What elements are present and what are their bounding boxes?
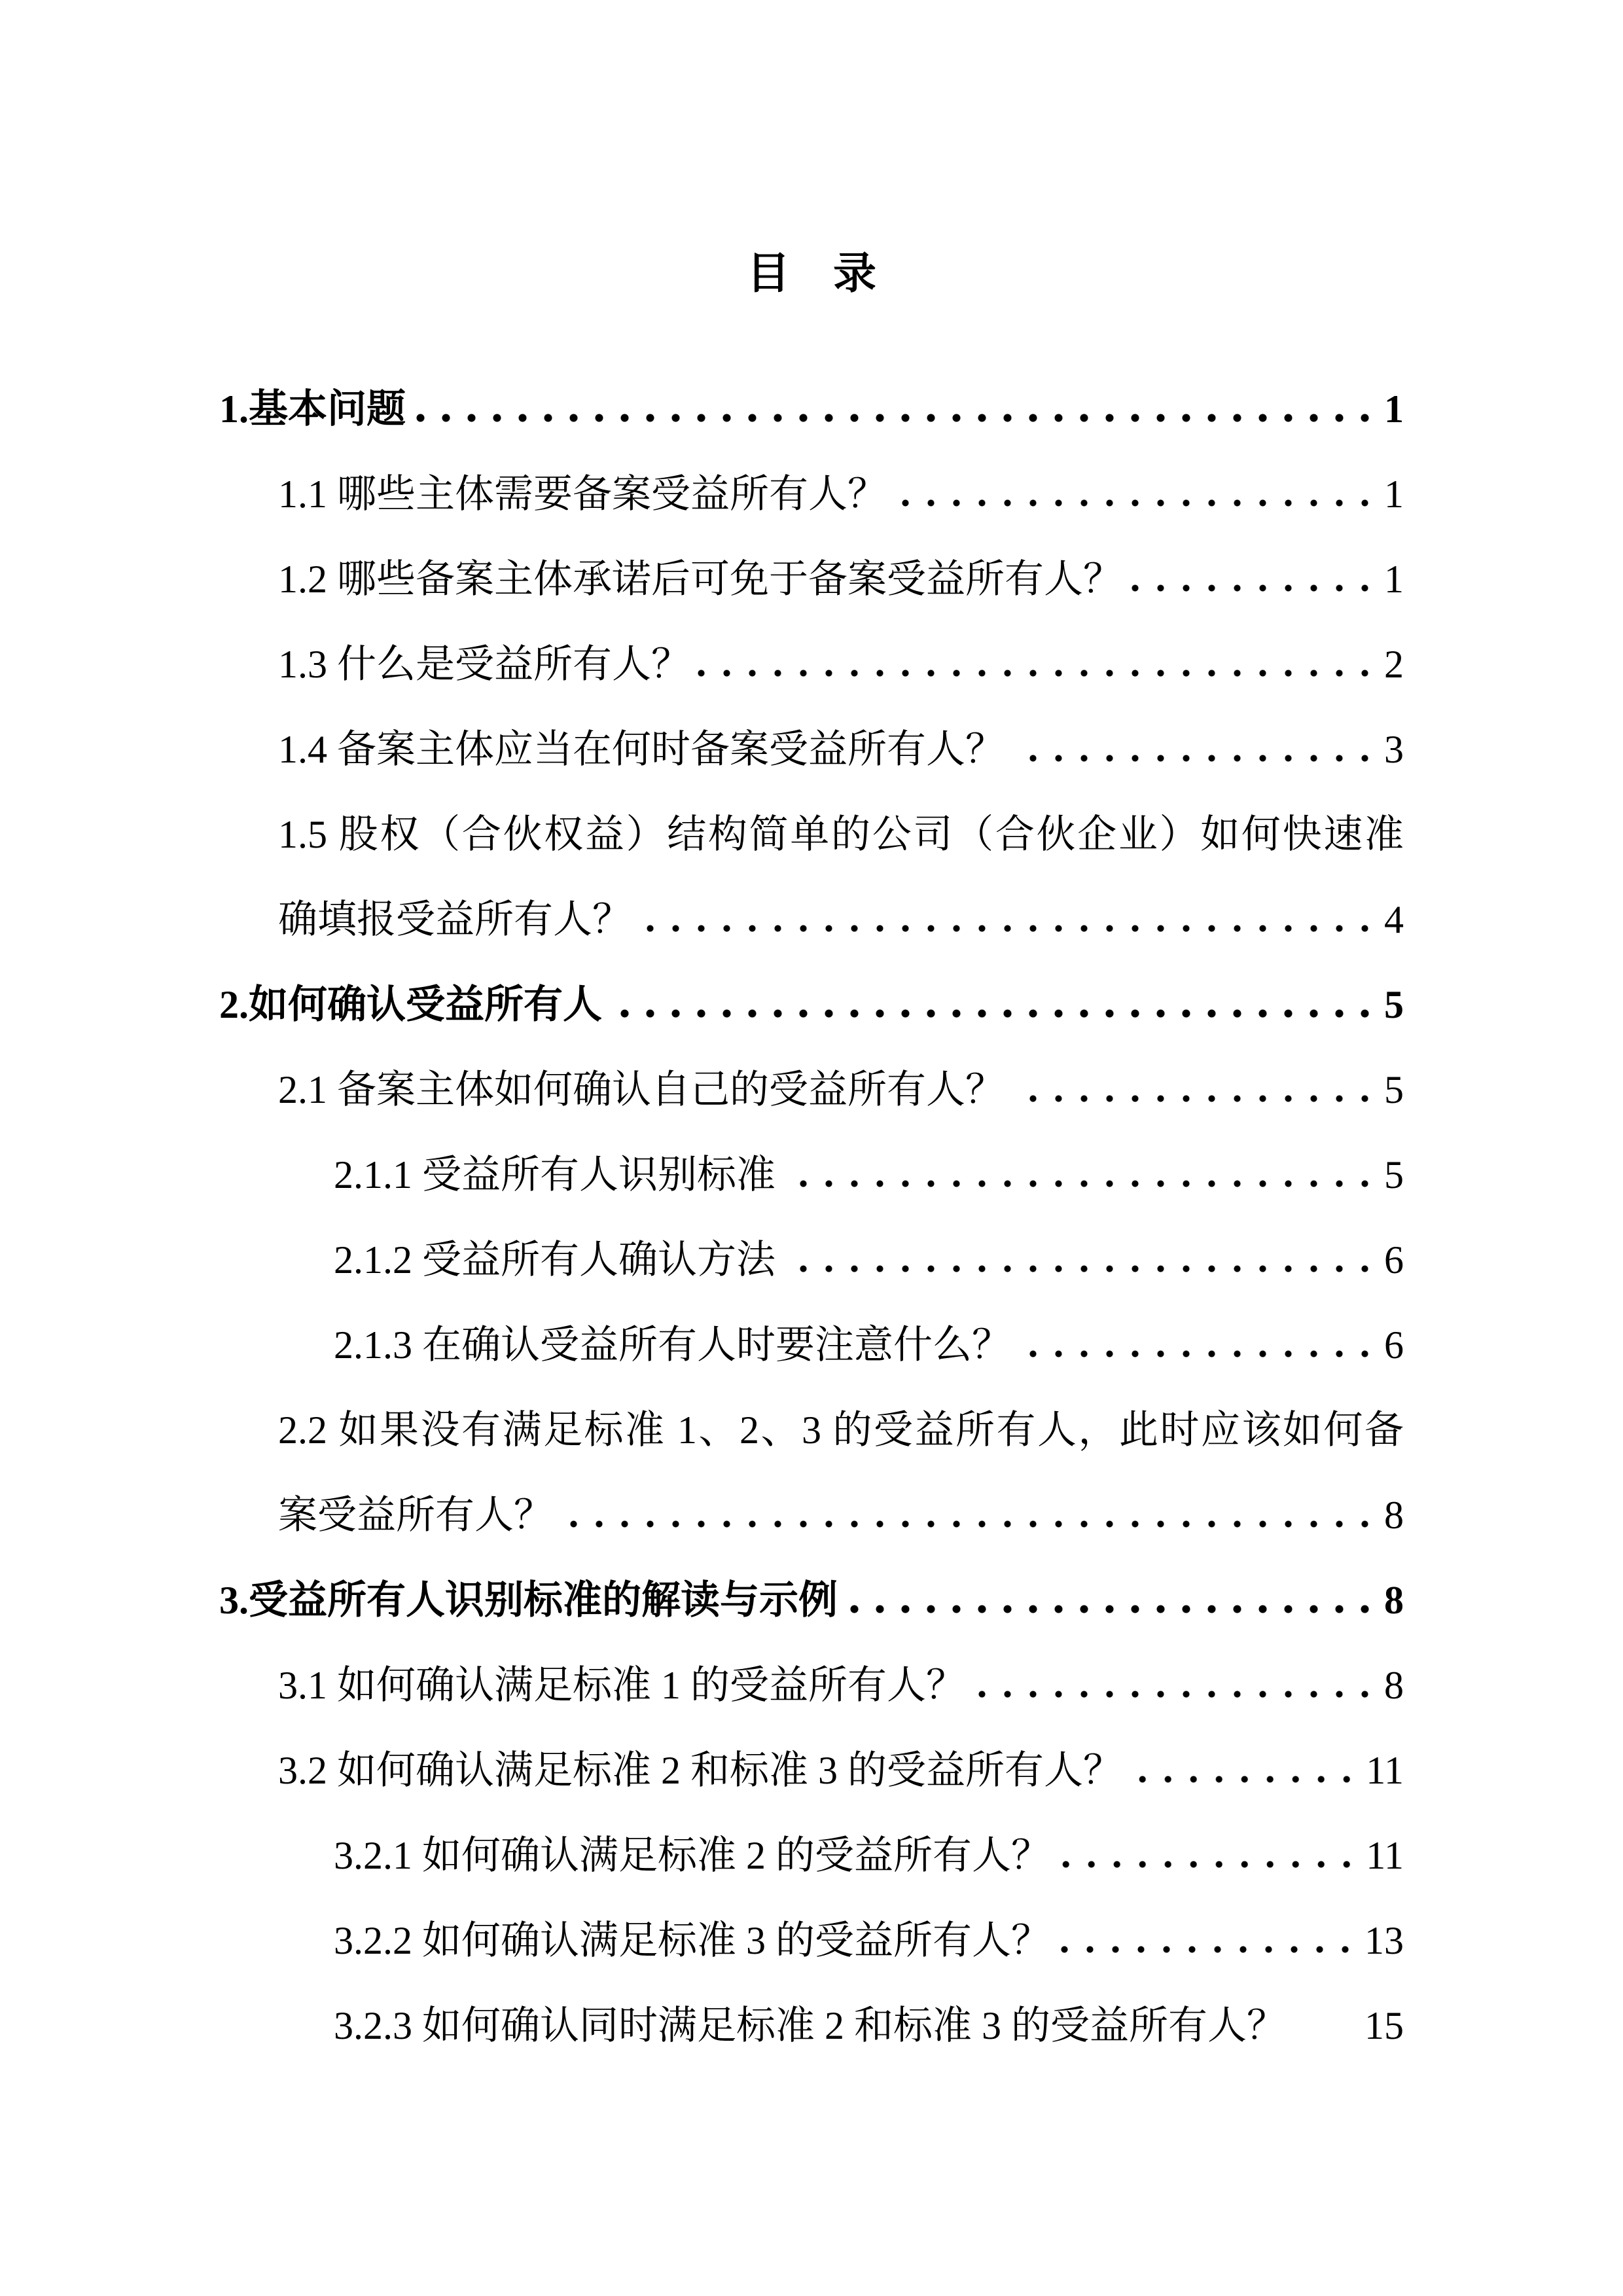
toc-entry-page: 4 bbox=[1384, 898, 1404, 941]
toc-entry-text: 2.1 备案主体如何确认自己的受益所有人？ bbox=[278, 1068, 1005, 1111]
toc-entry-text: 3.受益所有人识别标准的解读与示例 bbox=[219, 1579, 838, 1622]
toc-entry-text: 2.1.2 受益所有人确认方法 bbox=[334, 1238, 776, 1282]
dot-leader bbox=[609, 1009, 1378, 1018]
dot-leader bbox=[1057, 1945, 1358, 1954]
toc-entry bbox=[219, 1728, 1404, 1813]
toc-entry-text: 2.1.3 在确认受益所有人时要注意什么？ bbox=[334, 1323, 1011, 1367]
toc-entry bbox=[219, 1217, 1404, 1302]
toc-entry-text: 1.基本问题 bbox=[219, 387, 406, 431]
dot-leader bbox=[560, 1520, 1378, 1528]
toc-entry-page: 5 bbox=[1384, 1068, 1404, 1111]
toc-entry-page: 6 bbox=[1384, 1238, 1404, 1282]
toc-entry bbox=[219, 1388, 1404, 1473]
toc-entry-text: 2.如何确认受益所有人 bbox=[219, 983, 602, 1026]
toc-entry bbox=[219, 1302, 1404, 1388]
toc-entry-text: 1.4 备案主体应当在何时备案受益所有人？ bbox=[278, 728, 1005, 771]
toc-entry bbox=[219, 1558, 1404, 1643]
toc-entry-text: 案受益所有人？ bbox=[278, 1494, 553, 1537]
toc-entry bbox=[219, 877, 1404, 962]
dot-leader bbox=[638, 924, 1378, 933]
toc-entry-text: 3.2 如何确认满足标准 2 和标准 3 的受益所有人？ bbox=[278, 1749, 1122, 1792]
toc-entry-text: 1.1 哪些主体需要备案受益所有人？ bbox=[278, 473, 887, 516]
toc-entry-page: 8 bbox=[1384, 1664, 1404, 1707]
dot-leader bbox=[1293, 2030, 1358, 2039]
toc-entry-page: 8 bbox=[1384, 1494, 1404, 1537]
toc-title: 目 录 bbox=[747, 250, 876, 298]
toc-entry-page: 11 bbox=[1366, 1834, 1404, 1877]
toc-entry-text: 2.2 如果没有满足标准 1、2、3 的受益所有人，此时应该如何备 bbox=[278, 1408, 1404, 1452]
dot-leader bbox=[1057, 1860, 1359, 1869]
toc-entry bbox=[219, 1643, 1404, 1728]
dot-leader bbox=[1018, 1350, 1378, 1358]
toc-entry-page: 5 bbox=[1384, 1153, 1404, 1196]
dot-leader bbox=[697, 669, 1378, 677]
dot-leader bbox=[782, 1179, 1378, 1188]
dot-leader bbox=[1011, 1094, 1378, 1103]
dot-leader bbox=[1129, 584, 1378, 592]
dot-leader bbox=[1129, 1775, 1359, 1784]
toc-entry-text: 1.2 哪些备案主体承诺后可免于备案受益所有人？ bbox=[278, 558, 1122, 601]
toc-entry-text: 3.2.2 如何确认满足标准 3 的受益所有人？ bbox=[334, 1919, 1050, 1962]
dot-leader bbox=[972, 1690, 1378, 1698]
toc-entry-page: 6 bbox=[1384, 1323, 1404, 1367]
toc-entry-text: 1.3 什么是受益所有人？ bbox=[278, 643, 690, 686]
toc-list bbox=[219, 367, 1404, 2068]
toc-entry-page: 13 bbox=[1364, 1919, 1404, 1962]
toc-entry bbox=[219, 452, 1404, 537]
toc-entry bbox=[219, 707, 1404, 792]
toc-entry-page: 3 bbox=[1384, 728, 1404, 771]
toc-entry-page: 11 bbox=[1366, 1749, 1404, 1792]
dot-leader bbox=[893, 499, 1378, 507]
toc-entry-page: 1 bbox=[1384, 473, 1404, 516]
dot-leader bbox=[1011, 754, 1378, 762]
toc-entry bbox=[219, 962, 1404, 1047]
toc-entry bbox=[219, 1132, 1404, 1217]
toc-entry-text: 3.1 如何确认满足标准 1 的受益所有人？ bbox=[278, 1664, 965, 1707]
dot-leader bbox=[412, 414, 1378, 422]
toc-entry-page: 1 bbox=[1384, 558, 1404, 601]
toc-entry bbox=[219, 537, 1404, 622]
toc-entry-page: 1 bbox=[1384, 387, 1404, 431]
toc-entry bbox=[219, 1047, 1404, 1132]
toc-entry-page: 2 bbox=[1384, 643, 1404, 686]
toc-entry bbox=[219, 367, 1404, 452]
dot-leader bbox=[782, 1265, 1378, 1273]
toc-entry-text: 3.2.1 如何确认满足标准 2 的受益所有人？ bbox=[334, 1834, 1050, 1877]
toc-entry-page: 5 bbox=[1384, 983, 1404, 1026]
toc-entry-text: 确填报受益所有人？ bbox=[278, 898, 632, 941]
toc-entry-page: 8 bbox=[1384, 1579, 1404, 1622]
toc-entry-text: 2.1.1 受益所有人识别标准 bbox=[334, 1153, 776, 1196]
toc-entry bbox=[219, 792, 1404, 877]
toc-entry-page: 15 bbox=[1364, 2004, 1404, 2047]
toc-entry bbox=[219, 1473, 1404, 1558]
dot-leader bbox=[844, 1605, 1378, 1613]
toc-entry bbox=[219, 622, 1404, 707]
toc-entry-text: 3.2.3 如何确认同时满足标准 2 和标准 3 的受益所有人？ bbox=[334, 2004, 1286, 2047]
toc-entry bbox=[219, 1898, 1404, 1983]
toc-entry bbox=[219, 1813, 1404, 1898]
toc-entry bbox=[219, 1983, 1404, 2068]
toc-entry-text: 1.5 股权（合伙权益）结构简单的公司（合伙企业）如何快速准 bbox=[278, 813, 1404, 856]
